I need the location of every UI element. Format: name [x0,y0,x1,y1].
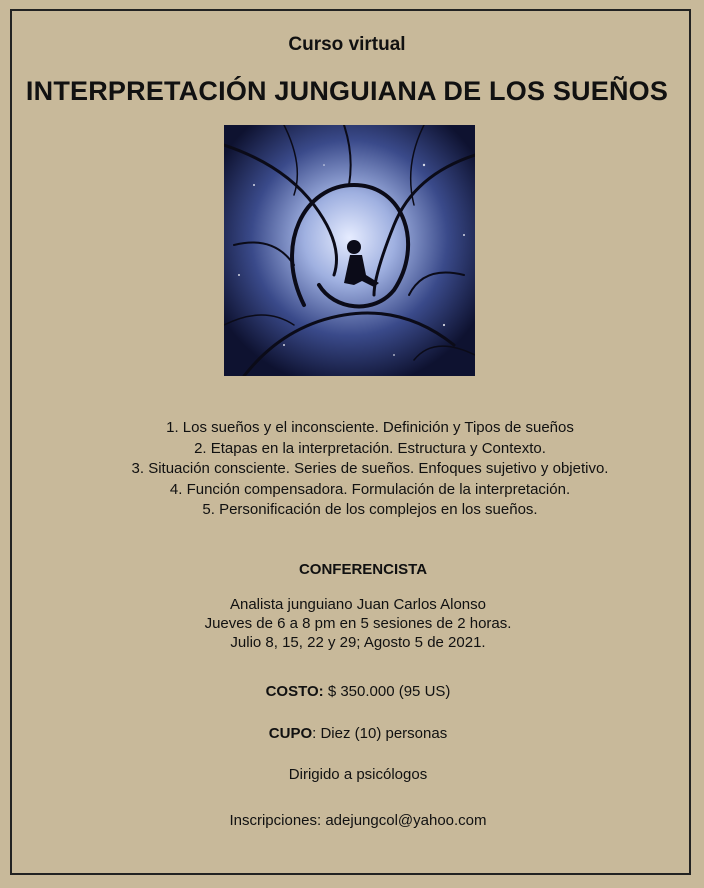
audience-line: Dirigido a psicólogos [288,766,428,783]
list-item: 4. Función compensadora. Formulación de la interpretación. [169,480,571,498]
list-item: 1. Los sueños y el inconsciente. Definición y Tipos de sueños [166,419,574,436]
topics-list [0,418,704,521]
list-item: 5. Personificación de los complejos en los sueños. [202,501,538,518]
speaker-heading: CONFERENCISTA [298,561,428,578]
list-item: 3. Situación consciente. Series de sueños. Enfoques sujetivo y objetivo. [131,460,609,477]
quota-value: : Diez (10) personas [312,725,448,742]
quota-label: CUPO [268,725,313,742]
speaker-name: Analista junguiano Juan Carlos Alonso [229,596,486,613]
schedule-line: Jueves de 6 a 8 pm en 5 sesiones de 2 horas. [204,615,512,632]
quota-line [0,725,704,742]
page-title: INTERPRETACIÓN JUNGUIANA DE LOS SUEÑOS [25,76,669,106]
speaker-details [0,595,704,652]
cost-value: $ 350.000 (95 US) [323,683,451,700]
enrollment-line: Inscripciones: adejungcol@yahoo.com [229,812,487,829]
cost-line [0,683,704,700]
list-item: 2. Etapas en la interpretación. Estructura y Contexto. [194,439,546,457]
dates-line: Julio 8, 15, 22 y 29; Agosto 5 de 2021. [230,634,486,651]
cost-label: COSTO: [265,683,324,700]
course-type-label: Curso virtual [288,34,406,55]
dream-illustration [224,125,475,376]
